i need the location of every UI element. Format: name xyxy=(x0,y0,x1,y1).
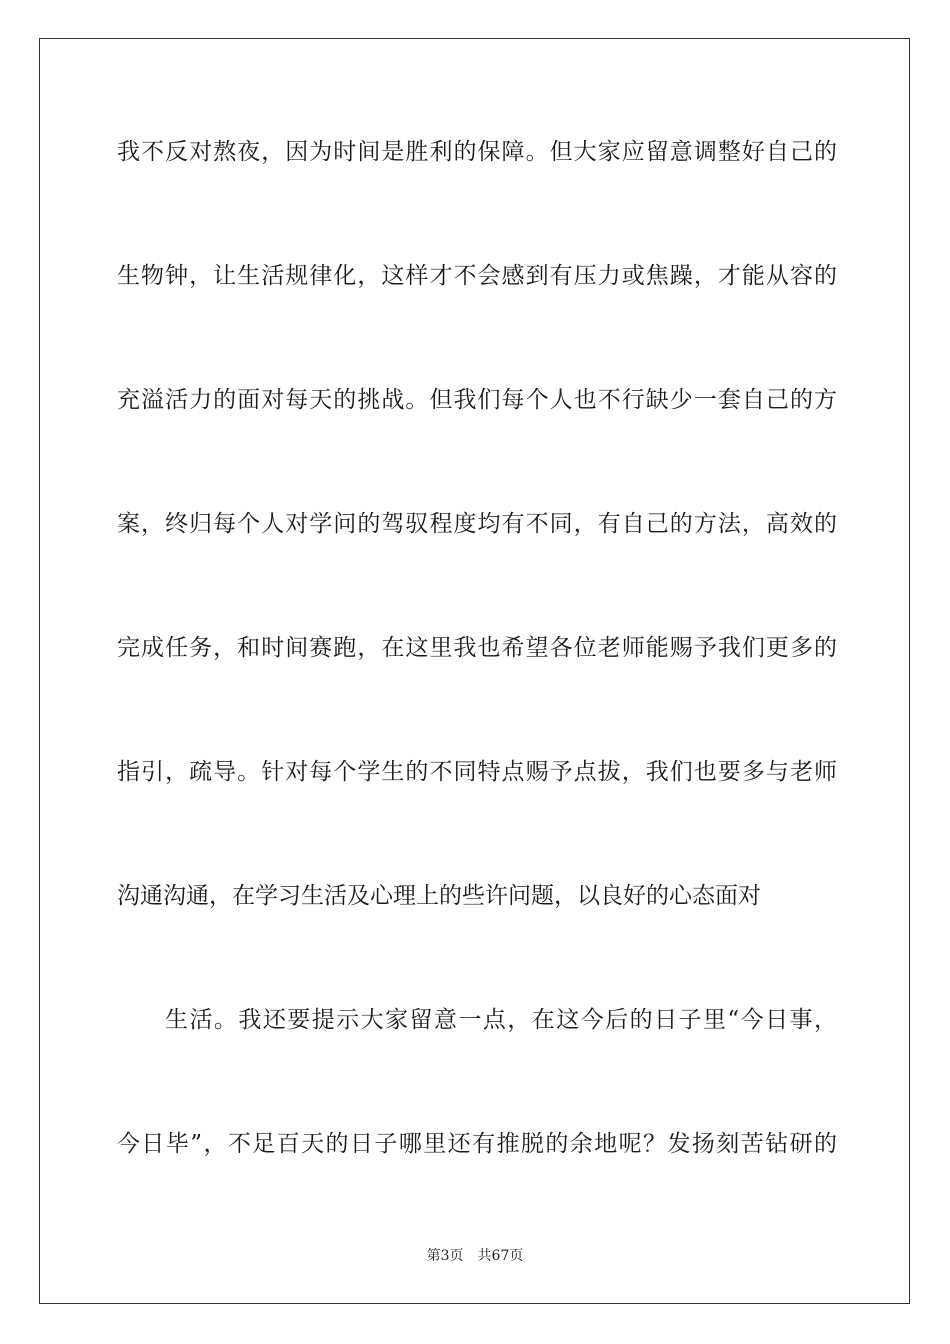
paragraph-line: 今日毕”，不足百天的日子哪里还有推脱的余地呢？发扬刻苦钻研的 xyxy=(117,1131,837,1157)
paragraph-line: 充溢活力的面对每天的挑战。但我们每个人也不行缺少一套自己的方 xyxy=(117,387,837,413)
page-total: 共67页 xyxy=(477,1248,524,1264)
paragraph-line: 我不反对熬夜，因为时间是胜利的保障。但大家应留意调整好自己的 xyxy=(117,139,837,165)
paragraph-line: 指引，疏导。针对每个学生的不同特点赐予点拔，我们也要多与老师 xyxy=(117,759,837,785)
paragraph-line: 生活。我还要提示大家留意一点，在这今后的日子里“今日事， xyxy=(165,1007,837,1033)
paragraph-line: 完成任务，和时间赛跑，在这里我也希望各位老师能赐予我们更多的 xyxy=(117,635,837,661)
page-number: 第3页 xyxy=(426,1248,464,1264)
page-border xyxy=(39,38,910,1304)
paragraph-line: 生物钟，让生活规律化，这样才不会感到有压力或焦躁，才能从容的 xyxy=(117,263,837,289)
paragraph-line: 沟通沟通，在学习生活及心理上的些许问题，以良好的心态面对 xyxy=(117,883,761,909)
paragraph-line: 案，终归每个人对学问的驾驭程度均有不同，有自己的方法，高效的 xyxy=(117,511,837,537)
page-footer xyxy=(0,1246,950,1266)
